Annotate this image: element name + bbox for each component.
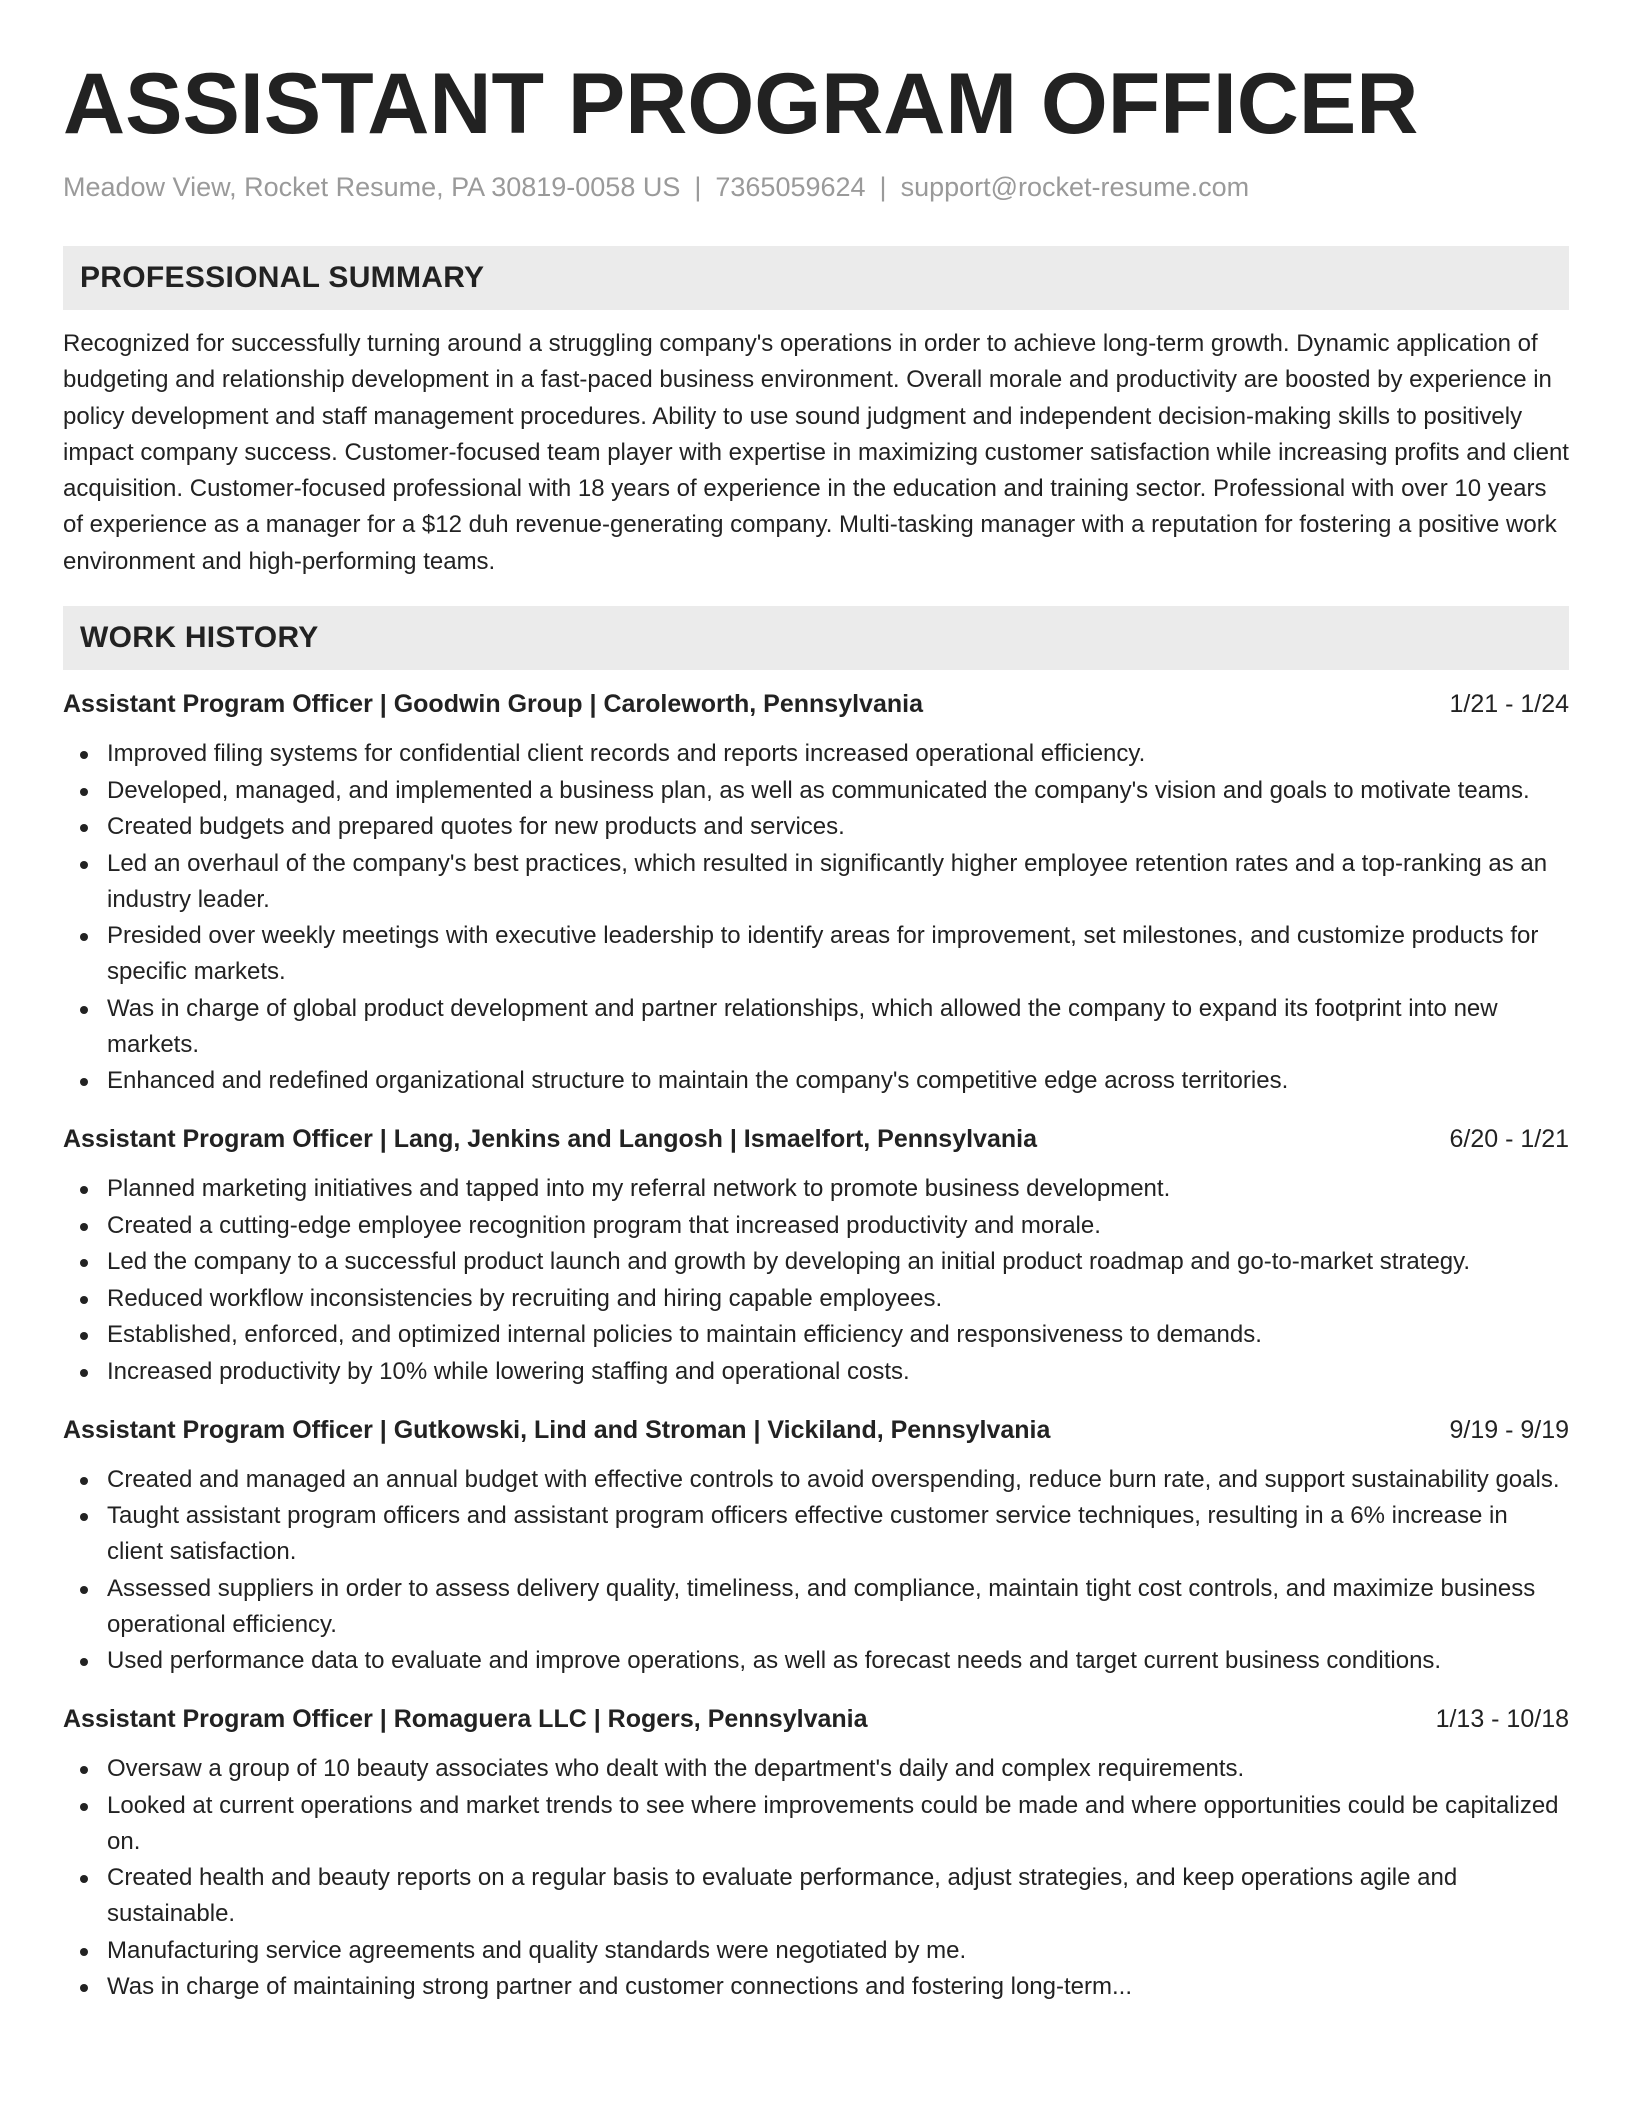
bullet-dot-icon — [80, 1078, 88, 1086]
job-bullet-text: Planned marketing initiatives and tapped into my referral network to promote business development. — [107, 1175, 1171, 1203]
bullet-dot-icon — [80, 1803, 88, 1811]
job-bullet-text: Led the company to a successful product launch and growth by developing an initial product roadmap and go-to-market strategy. — [107, 1248, 1471, 1276]
job-bullet-list — [63, 1171, 1569, 1390]
bullet-dot-icon — [80, 1766, 88, 1774]
job-bullet-text: Created and managed an annual budget with effective controls to avoid overspending, reduce burn rate, and support sustainability goals. — [107, 1465, 1560, 1493]
job-bullet — [63, 1462, 1569, 1498]
job-bullet — [63, 918, 1569, 990]
job-title: Assistant Program Officer | Lang, Jenkins and Langosh | Ismaelfort, Pennsylvania — [63, 1125, 1037, 1154]
job-bullet-text: Oversaw a group of 10 beauty associates who dealt with the department's daily and complex requirements. — [107, 1755, 1245, 1783]
bullet-dot-icon — [80, 824, 88, 832]
job-header — [63, 1121, 1569, 1157]
job-header — [63, 686, 1569, 722]
contact-separator: | — [694, 172, 702, 202]
job-bullet — [63, 736, 1569, 772]
bullet-dot-icon — [80, 1006, 88, 1014]
job-bullet — [63, 809, 1569, 845]
job-entry — [63, 1412, 1569, 1680]
job-entry — [63, 1701, 1569, 2005]
job-bullet — [63, 1498, 1569, 1570]
bullet-dot-icon — [80, 1948, 88, 1956]
job-bullet-text: Was in charge of global product development and partner relationships, which allowed the company to expand its footprint into new markets. — [107, 994, 1498, 1058]
job-bullet — [63, 1751, 1569, 1787]
job-header — [63, 1412, 1569, 1448]
job-bullet-text: Enhanced and redefined organizational structure to maintain the company's competitive edge across territories. — [107, 1067, 1289, 1095]
job-dates: 1/13 - 10/18 — [1435, 1705, 1569, 1734]
bullet-dot-icon — [80, 1223, 88, 1231]
job-bullet — [63, 1860, 1569, 1932]
bullet-dot-icon — [80, 1875, 88, 1883]
summary-section-header — [63, 246, 1569, 310]
job-bullet — [63, 1571, 1569, 1643]
bullet-dot-icon — [80, 861, 88, 869]
bullet-dot-icon — [80, 1369, 88, 1377]
job-bullet — [63, 1171, 1569, 1207]
job-bullet — [63, 1244, 1569, 1280]
job-dates: 6/20 - 1/21 — [1449, 1125, 1569, 1154]
job-bullet — [63, 846, 1569, 918]
job-entry — [63, 1121, 1569, 1390]
job-bullet — [63, 1354, 1569, 1390]
job-bullet — [63, 991, 1569, 1063]
work-history-heading: WORK HISTORY — [80, 621, 319, 655]
job-entry — [63, 686, 1569, 1099]
job-bullet-text: Looked at current operations and market trends to see where improvements could be made and where opportunities could be capitalized on. — [107, 1791, 1559, 1855]
job-bullet-text: Created health and beauty reports on a regular basis to evaluate performance, adjust strategies, and keep operations agile and sustainable. — [107, 1864, 1458, 1928]
job-bullet — [63, 1643, 1569, 1679]
bullet-dot-icon — [80, 1477, 88, 1485]
bullet-dot-icon — [80, 1296, 88, 1304]
job-bullet-text: Used performance data to evaluate and improve operations, as well as forecast needs and target current business conditions. — [107, 1647, 1442, 1675]
contact-separator: | — [879, 172, 887, 202]
job-bullet — [63, 1281, 1569, 1317]
job-bullet — [63, 1933, 1569, 1969]
job-bullet — [63, 1317, 1569, 1353]
bullet-dot-icon — [80, 1658, 88, 1666]
bullet-dot-icon — [80, 1332, 88, 1340]
bullet-dot-icon — [80, 1186, 88, 1194]
job-bullet-list — [63, 1462, 1569, 1680]
job-bullet-text: Led an overhaul of the company's best practices, which resulted in significantly higher employee retention rates and a top-ranking as an industry leader. — [107, 849, 1548, 913]
job-header — [63, 1701, 1569, 1737]
job-bullet-text: Established, enforced, and optimized internal policies to maintain efficiency and responsiveness to demands. — [107, 1321, 1262, 1349]
bullet-dot-icon — [80, 751, 88, 759]
job-bullet — [63, 1063, 1569, 1099]
job-bullet-text: Assessed suppliers in order to assess delivery quality, timeliness, and compliance, maintain tight cost controls, and maximize business operational efficiency. — [107, 1574, 1536, 1638]
bullet-dot-icon — [80, 1513, 88, 1521]
work-history-list — [63, 686, 1569, 2005]
bullet-dot-icon — [80, 788, 88, 796]
summary-text: Recognized for successfully turning around a struggling company's operations in order to achieve long-term growth. Dynamic application of budgeting and relationship development in a fast-paced business environment. Overall morale and productivity are boosted by experience in policy development and staff management procedures. Ability to use sound judgment and independent decision-making skills to positively impact company success. Customer-focused team player with expertise in maximizing customer satisfaction while increasing profits and client acquisition. Customer-focused professional with 18 years of experience in the education and training sector. Professional with over 10 years of experience as a manager for a $12 duh revenue-generating company. Multi-tasking manager with a reputation for fostering a positive work environment and high-performing teams. — [63, 330, 1569, 575]
job-bullet-list — [63, 736, 1569, 1099]
work-history-section-header — [63, 606, 1569, 670]
job-bullet-text: Increased productivity by 10% while lowering staffing and operational costs. — [107, 1357, 910, 1385]
contact-email: support@rocket-resume.com — [900, 172, 1250, 202]
job-bullet — [63, 1969, 1569, 2005]
job-dates: 9/19 - 9/19 — [1449, 1415, 1569, 1444]
job-bullet — [63, 1208, 1569, 1244]
job-dates: 1/21 - 1/24 — [1449, 690, 1569, 719]
job-bullet-text: Was in charge of maintaining strong partner and customer connections and fostering long-term... — [107, 1973, 1132, 2001]
job-bullet — [63, 773, 1569, 809]
bullet-dot-icon — [80, 1984, 88, 1992]
job-bullet-text: Created a cutting-edge employee recognition program that increased productivity and morale. — [107, 1211, 1101, 1239]
bullet-dot-icon — [80, 933, 88, 941]
contact-line — [63, 170, 1569, 204]
bullet-dot-icon — [80, 1586, 88, 1594]
job-bullet-text: Developed, managed, and implemented a business plan, as well as communicated the company's vision and goals to motivate teams. — [107, 776, 1530, 804]
job-bullet-text: Presided over weekly meetings with executive leadership to identify areas for improvement, set milestones, and customize products for specific markets. — [107, 922, 1539, 986]
job-bullet-text: Manufacturing service agreements and quality standards were negotiated by me. — [107, 1936, 967, 1964]
job-title: Assistant Program Officer | Gutkowski, Lind and Stroman | Vickiland, Pennsylvania — [63, 1415, 1051, 1444]
job-bullet — [63, 1788, 1569, 1860]
job-bullet-text: Created budgets and prepared quotes for new products and services. — [107, 813, 845, 841]
job-bullet-text: Reduced workflow inconsistencies by recruiting and hiring capable employees. — [107, 1284, 943, 1312]
contact-phone: 7365059624 — [715, 172, 866, 202]
contact-address: Meadow View, Rocket Resume, PA 30819-0058 US — [63, 172, 681, 202]
job-title: Assistant Program Officer | Romaguera LLC | Rogers, Pennsylvania — [63, 1705, 868, 1734]
job-title: Assistant Program Officer | Goodwin Group | Caroleworth, Pennsylvania — [63, 690, 923, 719]
summary-heading: PROFESSIONAL SUMMARY — [80, 261, 485, 294]
bullet-dot-icon — [80, 1259, 88, 1267]
job-bullet-list — [63, 1751, 1569, 2005]
resume-name: ASSISTANT PROGRAM OFFICER — [63, 56, 1419, 152]
job-bullet-text: Improved filing systems for confidential client records and reports increased operational efficiency. — [107, 740, 1146, 768]
job-bullet-text: Taught assistant program officers and assistant program officers effective customer service techniques, resulting in a 6% increase in client satisfaction. — [107, 1502, 1508, 1566]
